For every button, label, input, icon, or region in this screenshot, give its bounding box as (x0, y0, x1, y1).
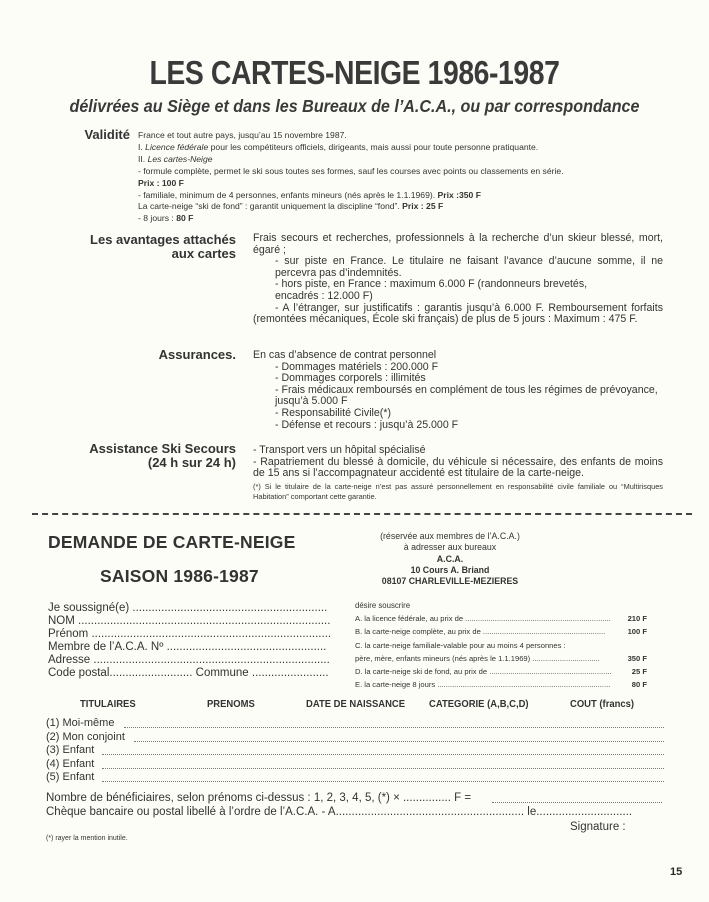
validite-line: France et tout autre pays, jusqu’au 15 novembre 1987. (138, 130, 347, 140)
page-title: LES CARTES-NEIGE 1986-1987 (149, 54, 560, 91)
beneficiaires-line[interactable]: Nombre de bénéficiaires, selon prénoms ci-dessus : 1, 2, 3, 4, 5, (*) × ............... F = (46, 792, 472, 804)
assurances-item: - Défense et recours : jusqu’à 25.000 F (275, 418, 459, 431)
avantages-item: - sur piste en France. Le titulaire ne faisant l’avance d’aucune somme, il ne percevra pas d’indemnités. (275, 255, 663, 279)
assurances-intro: En cas d’absence de contrat personnel (253, 349, 437, 361)
cut-line (32, 513, 692, 515)
cheque-line[interactable]: Chèque bancaire ou postal libellé à l’ordre de l’A.C.A. - A........................................................... le.............................. (46, 806, 633, 818)
avantages-label: Les avantages attachés aux cartes (90, 232, 236, 261)
col-prenoms: PRENOMS (207, 698, 255, 710)
titulaire-row[interactable]: (4) Enfant (46, 758, 664, 772)
validite-line: - formule complète, permet le ski sous toutes ses formes, sauf les courses avec points ou classements en série. (138, 165, 564, 176)
assurances-text (253, 350, 663, 431)
form-options (355, 600, 647, 692)
titulaires-list (46, 717, 664, 785)
validite-label: Validité (84, 127, 130, 142)
form-title: DEMANDE DE CARTE-NEIGE (48, 532, 296, 552)
field-adresse[interactable]: Adresse .......................................................................... (48, 654, 330, 667)
titulaire-row[interactable]: (1) Moi-même (46, 717, 664, 731)
avantages-text (253, 233, 663, 326)
option-row[interactable]: D. la carte-neige ski de fond, au prix de .......................................................... 25 F (355, 667, 647, 677)
avantages-item: - A l’étranger, sur justificatifs : garantis jusqu’à 6.000 F. Remboursement forfaits (remontées mécaniques, École ski français) de plus de 5 jours : Maximum : 475 F. (253, 301, 663, 326)
validite-line: La carte-neige “ski de fond” : garantit uniquement la discipline “fond”. Prix : 25 F (138, 201, 444, 212)
validite-line: II. Les cartes-Neige (138, 153, 213, 164)
validite-line: - 8 jours : 80 F (138, 213, 194, 224)
option-row[interactable]: A. la licence fédérale, au prix de ..................................................................... 210 F (355, 614, 647, 623)
validite-text (138, 130, 693, 225)
validite-line: Prix : 100 F (138, 177, 184, 188)
souscrire-label: désire souscrire (355, 601, 411, 610)
field-nom[interactable]: NOM ............................................................................... (48, 615, 331, 628)
validite-line: - familiale, minimum de 4 personnes, enfants mineurs (nés après le 1.1.1969). Prix :350 F (138, 189, 481, 200)
total-line (492, 802, 662, 803)
titulaire-row[interactable]: (5) Enfant (46, 771, 664, 785)
assistance-footnote: (*) Si le titulaire de la carte-neige n’est pas assuré personnellement en responsabilité civile familiale ou “Multirisques Habitation” comportant cette garantie. (253, 481, 663, 501)
page-number: 15 (670, 866, 683, 878)
col-categorie: CATEGORIE (A,B,C,D) (429, 698, 529, 710)
form-fields (48, 602, 340, 681)
page-subtitle: délivrées au Siège et dans les Bureaux de l’A.C.A., ou par correspondance (69, 96, 640, 116)
option-row[interactable]: C. la carte-neige familiale-valable pour au moins 4 personnes : (355, 640, 566, 650)
assurances-item: - Responsabilité Civile(*) (275, 406, 391, 419)
field-membre[interactable]: Membre de l’A.C.A. Nº .................................................. (48, 641, 327, 654)
field-code-postal[interactable]: Code postal.......................... Commune ........................ (48, 667, 329, 680)
col-titulaires: TITULAIRES (80, 698, 136, 710)
titulaire-row[interactable]: (3) Enfant (46, 744, 664, 758)
avantages-item: - hors piste, en France : maximum 6.000 F (randonneurs brevetés, (275, 278, 588, 291)
assistance-text (253, 445, 663, 502)
assurances-item: - Dommages matériels : 200.000 F (275, 360, 439, 373)
avantages-item: encadrés : 12.000 F) (275, 289, 373, 302)
col-date-naissance: DATE DE NAISSANCE (306, 698, 406, 710)
avantages-intro: Frais secours et recherches, professionnels à la recherche d’un skieur blessé, mort, égaré ; (253, 232, 663, 256)
assurances-label: Assurances. (158, 347, 236, 362)
col-cout: COUT (francs) (570, 698, 635, 710)
form-footnote: (*) rayer la mention inutile. (46, 835, 128, 842)
form-season: SAISON 1986-1987 (100, 566, 259, 586)
field-prenom[interactable]: Prénom ........................................................................... (48, 628, 332, 641)
titulaire-row[interactable]: (2) Mon conjoint (46, 731, 664, 745)
assurances-item: - Dommages corporels : illimités (275, 372, 426, 385)
option-row[interactable]: B. la carte-neige complète, au prix de .......................................................... 100 F (355, 627, 647, 637)
assistance-label: Assistance Ski Secours (24 h sur 24 h) (89, 441, 236, 470)
signature-label: Signature : (570, 821, 626, 833)
option-row[interactable]: E. la carte-neige 8 jours .................................................................................. 80 F (355, 680, 647, 690)
validite-line: I. Licence fédérale pour les compétiteurs officiels, dirigeants, mais aussi pour toute personne pratiquante. (138, 141, 539, 152)
option-row[interactable]: père, mère, enfants mineurs (nés après le 1.1.1969) ................................ 350 F (355, 653, 647, 663)
assistance-item: - Rapatriement du blessé à domicile, du véhicule si nécessaire, des enfants de moins de 15 ans si l’accompagnateur accidenté est titulaire de la carte-neige. (253, 455, 663, 480)
form-address: (réservée aux membres de l’A.C.A.) à adresser aux bureaux A.C.A. 10 Cours A. Briand 08107 CHARLEVILLE-MEZIERES (380, 531, 520, 587)
field-soussigne[interactable]: Je soussigné(e) ............................................................. (48, 602, 328, 614)
assurances-item: - Frais médicaux remboursés en complément de tous les régimes de prévoyance, jusqu’à 5.000 F (275, 383, 658, 408)
assistance-item: - Transport vers un hôpital spécialisé (253, 444, 426, 456)
